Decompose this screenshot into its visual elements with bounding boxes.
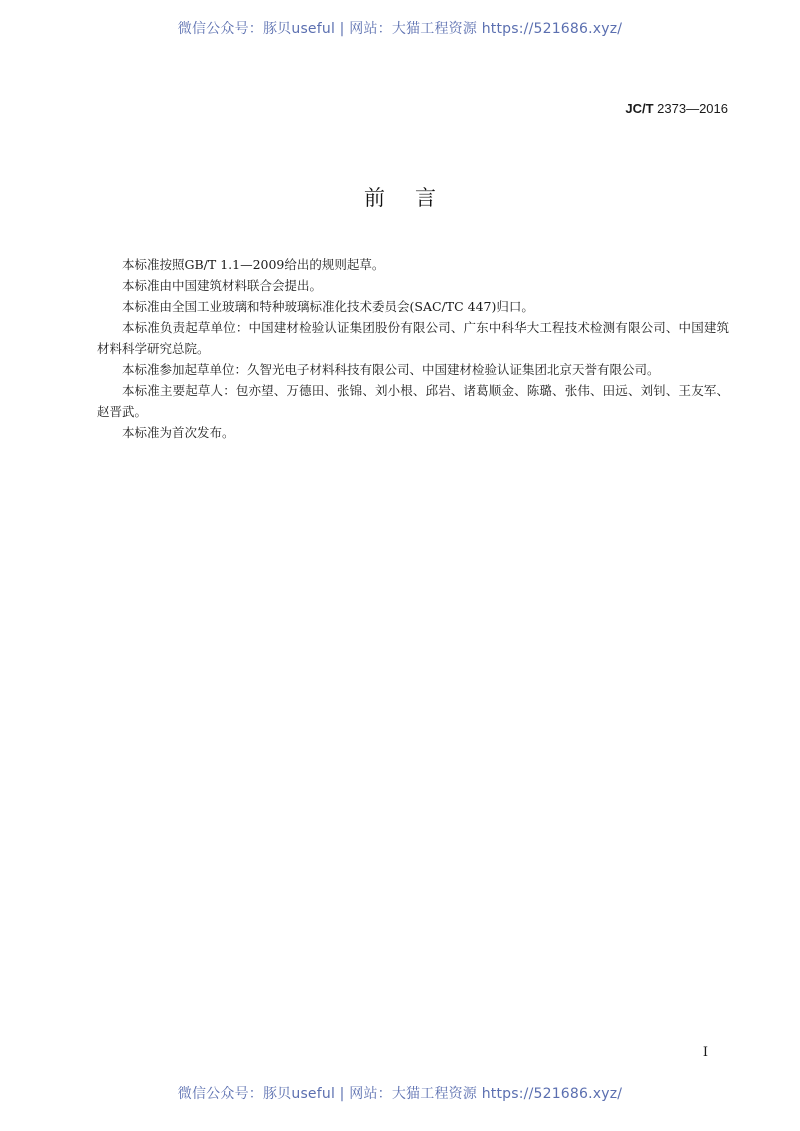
standard-code-number: 2373—2016 — [653, 101, 728, 116]
foreword-body — [97, 254, 729, 443]
page-title: 前言 — [364, 186, 466, 210]
page-number: I — [702, 1045, 708, 1060]
paragraph-participating-units: 本标准参加起草单位：久智光电子材料科技有限公司、中国建材检验认证集团北京天誉有限公司。 — [122, 362, 660, 377]
paragraph-proposer: 本标准由中国建筑材料联合会提出。 — [122, 278, 323, 293]
watermark-top: 微信公众号：豚贝useful | 网站：大猫工程资源 https://521686.xyz/ — [177, 21, 623, 37]
paragraph-drafting-rules: 本标准按照GB/T 1.1—2009给出的规则起草。 — [122, 257, 385, 272]
paragraph-main-drafters-units: 本标准负责起草单位：中国建材检验认证集团股份有限公司、广东中科华大工程技术检测有限公司、中国建筑材料科学研究总院。 — [97, 320, 729, 356]
paragraph-first-release: 本标准为首次发布。 — [122, 425, 235, 440]
paragraph-committee: 本标准由全国工业玻璃和特种玻璃标准化技术委员会(SAC/TC 447)归口。 — [122, 299, 534, 314]
standard-code-prefix: JC/T — [625, 101, 654, 116]
paragraph-main-drafters: 本标准主要起草人：包亦望、万德田、张锦、刘小根、邱岩、诸葛顺金、陈璐、张伟、田远、刘钊、王友军、赵晋武。 — [97, 383, 729, 419]
standard-code — [625, 101, 728, 116]
watermark-bottom: 微信公众号：豚贝useful | 网站：大猫工程资源 https://521686.xyz/ — [177, 1086, 623, 1102]
